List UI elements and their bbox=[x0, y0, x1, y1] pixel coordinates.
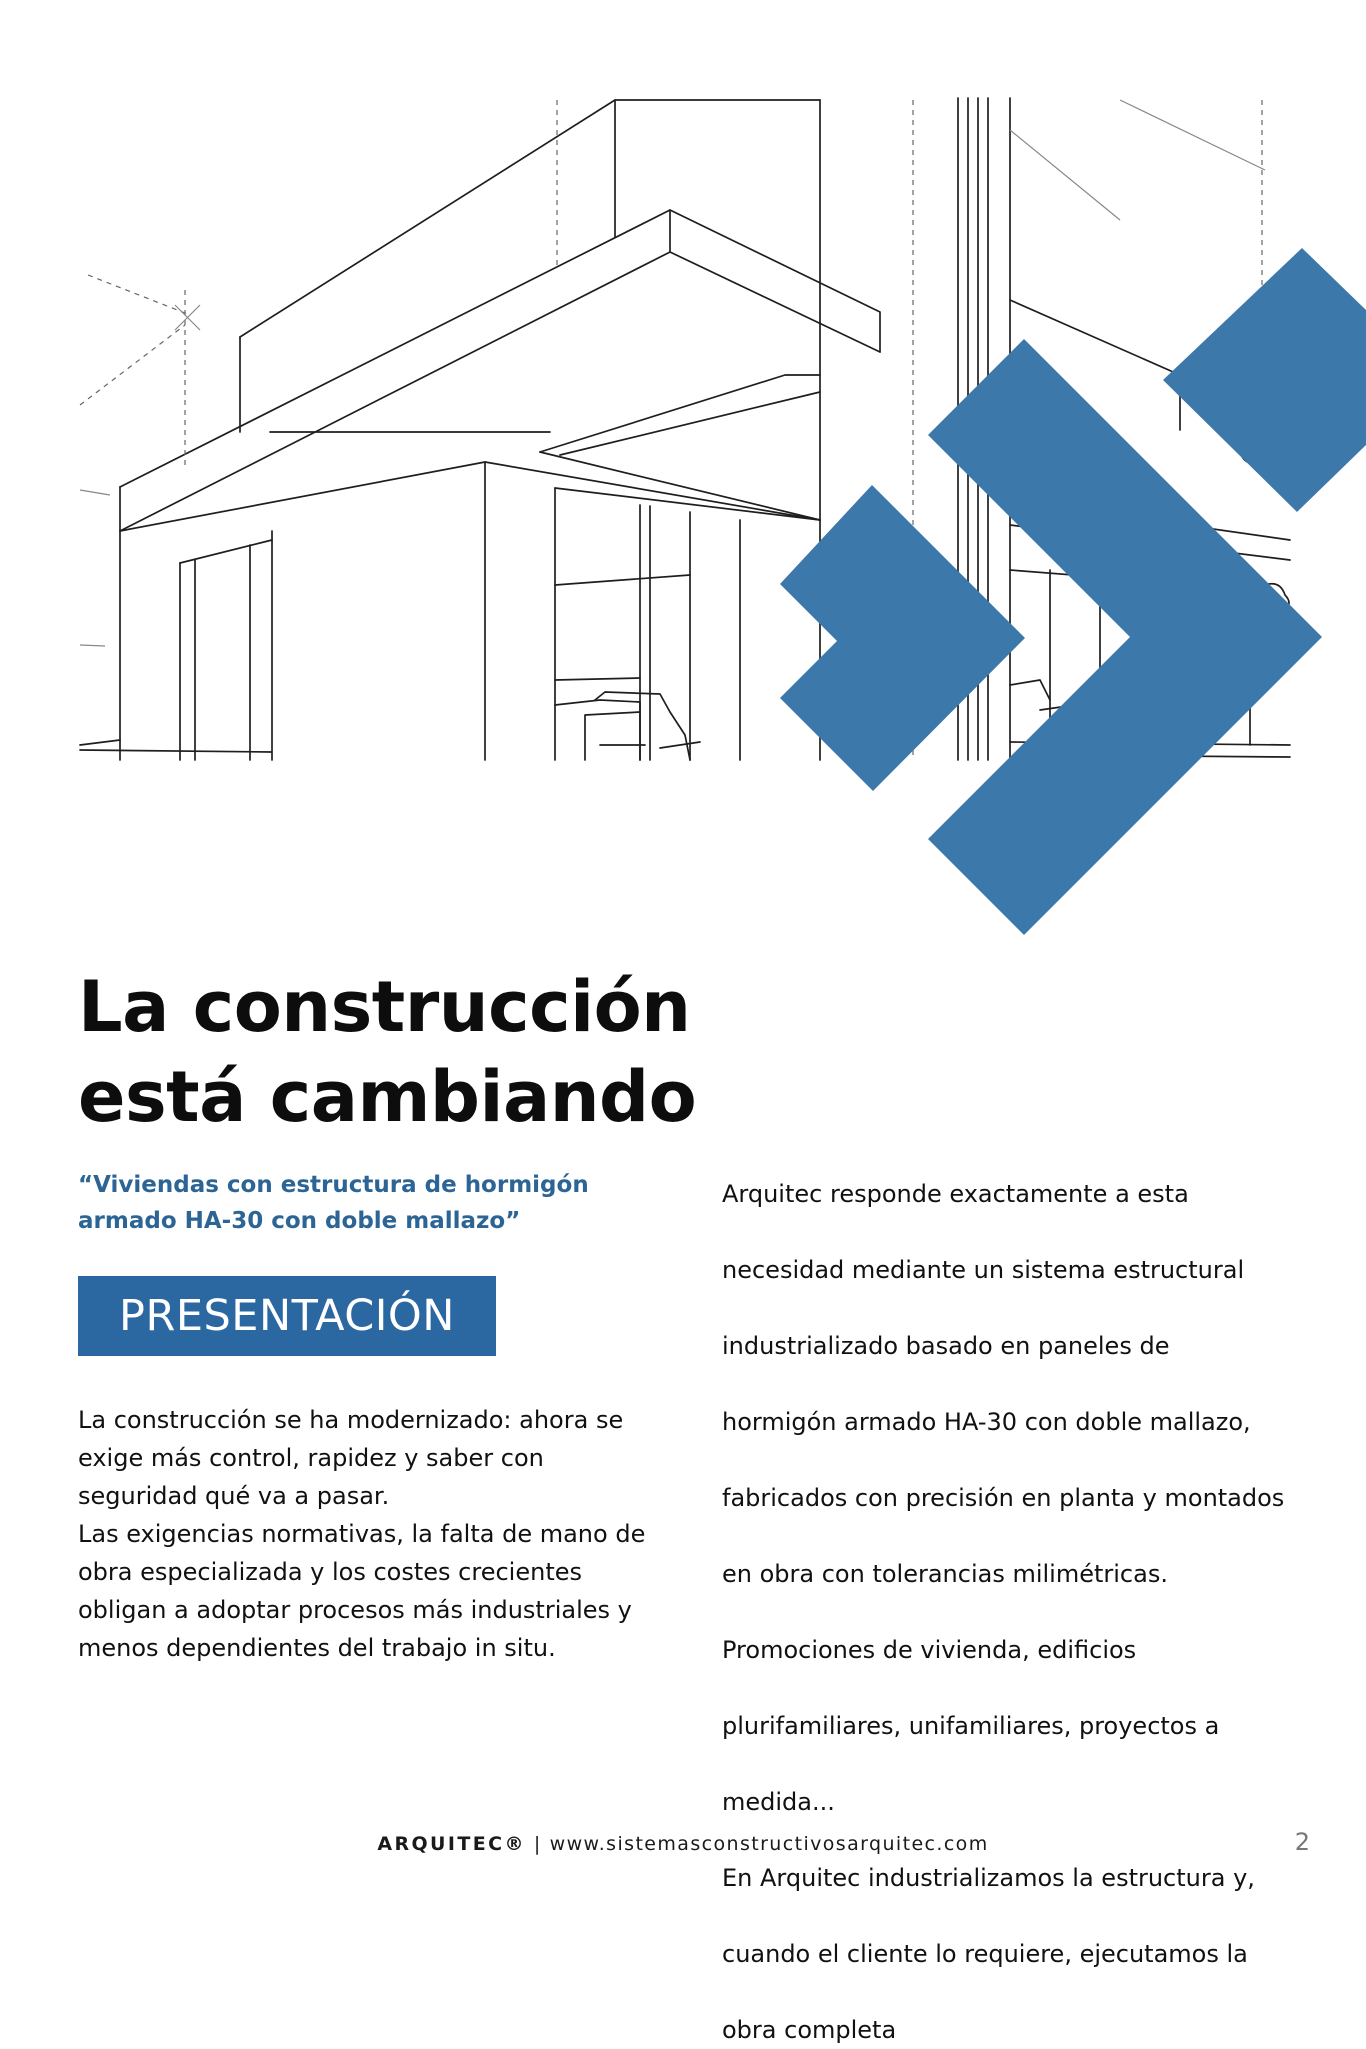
body-line: obra especializada y los costes crecientes bbox=[78, 1558, 582, 1586]
body-line: En Arquitec industrializamos la estructura y, bbox=[722, 1864, 1255, 1892]
body-line: industrializado basado en paneles de bbox=[722, 1332, 1170, 1360]
body-line: seguridad qué va a pasar. bbox=[78, 1482, 390, 1510]
section-label-presentacion: PRESENTACIÓN bbox=[78, 1276, 496, 1356]
pull-quote: “Viviendas con estructura de hormigón armado HA-30 con doble mallazo” bbox=[78, 1172, 589, 1234]
page-title: La construcción está cambiando bbox=[78, 966, 697, 1138]
footer-separator: | bbox=[533, 1833, 542, 1855]
body-line: Arquitec responde exactamente a esta bbox=[722, 1180, 1189, 1208]
body-text-left bbox=[78, 1401, 658, 1667]
footer-website-link[interactable]: www.sistemasconstructivosarquitec.com bbox=[549, 1833, 989, 1855]
body-line: medida... bbox=[722, 1788, 835, 1816]
footer bbox=[0, 1824, 1366, 1864]
body-line: exige más control, rapidez y saber con bbox=[78, 1444, 544, 1472]
body-line: cuando el cliente lo requiere, ejecutamos la bbox=[722, 1940, 1248, 1968]
body-line: menos dependientes del trabajo in situ. bbox=[78, 1634, 556, 1662]
body-line: necesidad mediante un sistema estructural bbox=[722, 1256, 1245, 1284]
body-line: obra completa bbox=[722, 2016, 897, 2044]
body-text-right bbox=[722, 1175, 1302, 2049]
body-line: obligan a adoptar procesos más industriales y bbox=[78, 1596, 632, 1624]
body-line: plurifamiliares, unifamiliares, proyectos a bbox=[722, 1712, 1220, 1740]
body-line: Promociones de vivienda, edificios bbox=[722, 1636, 1137, 1664]
hero-illustration bbox=[0, 0, 1366, 960]
paragraph-arquitec-response bbox=[722, 1175, 1302, 1593]
body-line: fabricados con precisión en planta y montados bbox=[722, 1484, 1285, 1512]
page-number: 2 bbox=[1294, 1828, 1310, 1856]
body-line: La construcción se ha modernizado: ahora se bbox=[78, 1406, 624, 1434]
chevron-shapes bbox=[780, 248, 1366, 935]
footer-brand: ARQUITEC® bbox=[377, 1833, 526, 1855]
body-line: Las exigencias normativas, la falta de mano de bbox=[78, 1520, 646, 1548]
body-line: en obra con tolerancias milimétricas. bbox=[722, 1560, 1168, 1588]
body-line: hormigón armado HA-30 con doble mallazo, bbox=[722, 1408, 1251, 1436]
